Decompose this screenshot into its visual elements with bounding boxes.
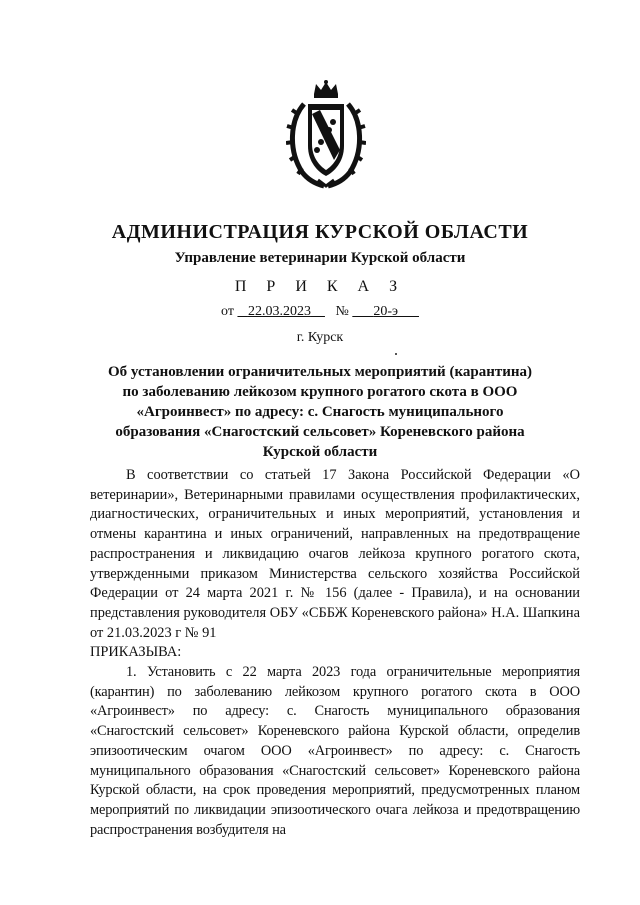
order-body — [90, 466, 580, 840]
number-prefix: № — [335, 304, 349, 319]
order-item-1: 1. Установить с 22 марта 2023 года ограничительные мероприятия (карантин) по заболеванию лейкозом крупного рогатого скота в ООО «Агроинвест» по адресу: с. Снагость муниципального образования «Снагостский сельсовет» Кореневского района Курской области, определив эпизоотическим очагом ООО «Агроинвест» по адресу: с. Снагость муниципального образования «Снагостский сельсовет» Кореневского района Курской области, на срок проведения мероприятий, предусмотренных планом мероприятий по ликвидации эпизоотического очага лейкоза и предотвращению распространения возбудителя на — [90, 664, 580, 838]
city-line: г. Курск — [296, 330, 344, 345]
coat-of-arms-emblem — [286, 80, 366, 190]
scan-dot — [395, 353, 397, 355]
date-number-line — [0, 304, 640, 320]
preamble-paragraph: В соответствии со статьей 17 Закона Российской Федерации «О ветеринарии», Ветеринарными правилами осуществления профилактических, диагностических, ограничительных и иных мероприятий, установления и отмены карантина и иных ограничений, направленных на предотвращение распространения и ликвидацию очагов лейкоза крупного рогатого скота, утвержденными приказом Министерства сельского хозяйства Российской Федерации от 24 марта 2021 г. № 156 (далее - Правила), и на основании представления руководителя ОБУ «СББЖ Кореневского района» Н.А. Шапкина от 21.03.2023 г № 91 — [90, 467, 580, 641]
document-type: П Р И К А З — [234, 278, 406, 295]
order-subject: Об установлении ограничительных мероприятий (карантина) по заболеванию лейкозом крупного рогатого скота в ООО «Агроинвест» по адресу: с. Снагость муниципального образования «Снагостский сельсовет» Кореневского района Курской области — [107, 364, 532, 460]
department-title: Управление ветеринарии Курской области — [174, 250, 466, 266]
order-word: ПРИКАЗЫВА: — [90, 644, 182, 661]
number-value: 20-э — [373, 304, 398, 319]
date-value: 22.03.2023 — [247, 304, 311, 319]
date-prefix: от — [221, 304, 234, 319]
organization-title: АДМИНИСТРАЦИЯ КУРСКОЙ ОБЛАСТИ — [111, 221, 529, 243]
